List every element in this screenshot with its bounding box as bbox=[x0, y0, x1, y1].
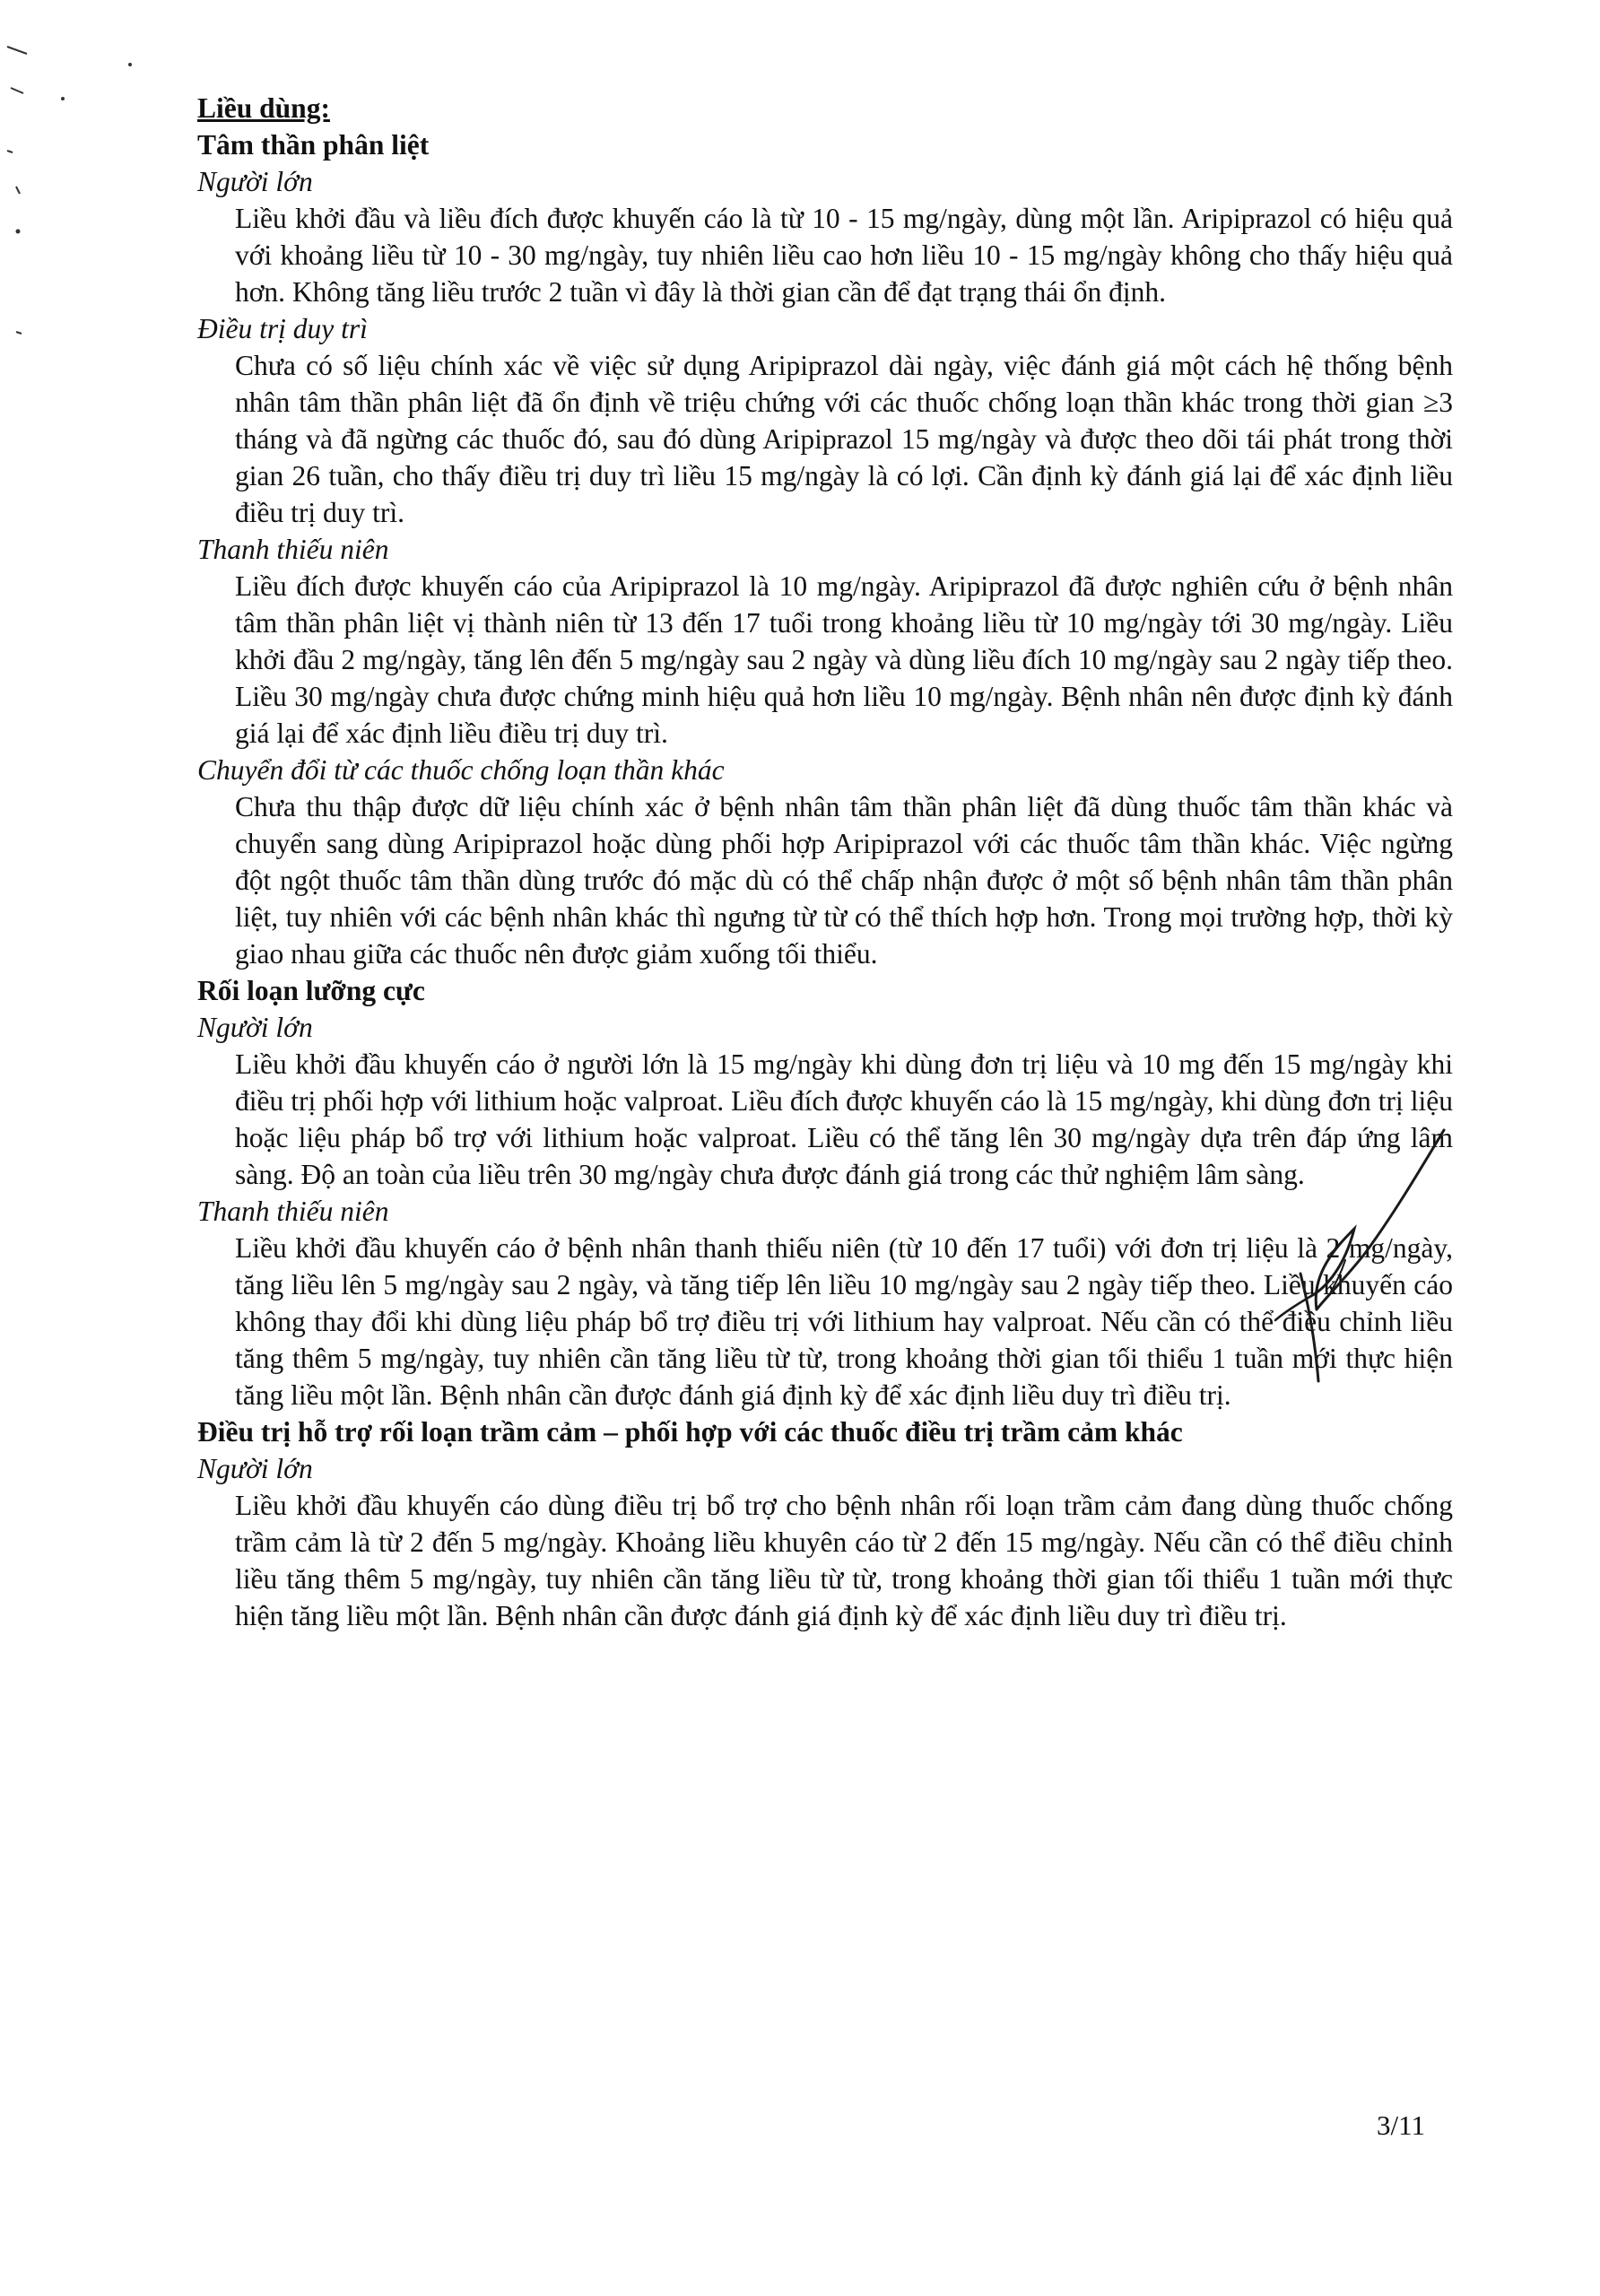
document-content bbox=[197, 90, 1453, 1634]
margin-scan-marks bbox=[0, 0, 179, 377]
paragraph-depression-adults: Liều khởi đầu khuyến cáo dùng điều trị bổ trợ cho bệnh nhân rối loạn trầm cảm đang dùng thuốc chống trầm cảm là từ 2 đến 5 mg/ngày. Khoảng liều khuyên cáo từ 2 đến 15 mg/ngày. Nếu cần có thể điều chỉnh liều tăng thêm 5 mg/ngày, tuy nhiên cần tăng liều từ từ, trong khoảng thời gian tối thiểu 1 tuần mới thực hiện tăng liều một lần. Bệnh nhân cần được đánh giá định kỳ để xác định liều duy trì điều trị. bbox=[235, 1490, 1453, 1631]
paragraph-switching: Chưa thu thập được dữ liệu chính xác ở bệnh nhân tâm thần phân liệt đã dùng thuốc tâm thần khác và chuyển sang dùng Aripiprazol hoặc dùng phối hợp Aripiprazol với các thuốc tâm thần khác. Việc ngừng đột ngột thuốc tâm thần dùng trước đó mặc dù có thể chấp nhận được ở một số bệnh nhân tâm thần phân liệt, tuy nhiên với các bệnh nhân khác thì ngưng từ từ có thể thích hợp hơn. Trong mọi trường hợp, thời kỳ giao nhau giữa các thuốc nên được giảm xuống tối thiểu. bbox=[235, 791, 1453, 970]
paragraph-bipolar-adults: Liều khởi đầu khuyến cáo ở người lớn là 15 mg/ngày khi dùng đơn trị liệu và 10 mg đến 15 mg/ngày khi điều trị phối hợp với lithium hoặc valproat. Liều đích được khuyến cáo là 15 mg/ngày, khi dùng đơn trị liệu hoặc liệu pháp bổ trợ với lithium hoặc valproat. Liều có thể tăng lên 30 mg/ngày dựa trên đáp ứng lâm sàng. Độ an toàn của liều trên 30 mg/ngày chưa được đánh giá trong các thử nghiệm lâm sàng. bbox=[235, 1048, 1453, 1190]
page-number: 3/11 bbox=[1377, 2109, 1425, 2141]
subheading-bipolar-adults: Người lớn bbox=[197, 1012, 313, 1043]
handwritten-signature bbox=[1211, 1121, 1480, 1390]
section-heading-bipolar: Rối loạn lưỡng cực bbox=[197, 975, 425, 1006]
document-title: Liều dùng: bbox=[197, 92, 330, 124]
paragraph-schizophrenia-adults: Liều khởi đầu và liều đích được khuyến cáo là từ 10 - 15 mg/ngày, dùng một lần. Aripiprazol có hiệu quả với khoảng liều từ 10 - 30 mg/ngày, tuy nhiên liều cao hơn liều 10 - 15 mg/ngày không cho thấy hiệu quả hơn. Không tăng liều trước 2 tuần vì đây là thời gian cần để đạt trạng thái ổn định. bbox=[235, 203, 1453, 308]
paragraph-bipolar-adolescents: Liều khởi đầu khuyến cáo ở bệnh nhân thanh thiếu niên (từ 10 đến 17 tuổi) với đơn trị liệu là 2 mg/ngày, tăng liều lên 5 mg/ngày sau 2 ngày, và tăng tiếp lên liều 10 mg/ngày sau 2 ngày tiếp theo. Liều khuyến cáo không thay đổi khi dùng liệu pháp bổ trợ điều trị với lithium hay valproat. Nếu cần có thể điều chỉnh liều tăng thêm 5 mg/ngày, tuy nhiên cần tăng liều từ từ, trong khoảng thời gian tối thiểu 1 tuần mới thực hiện tăng liều một lần. Bệnh nhân cần được đánh giá định kỳ để xác định liều duy trì điều trị. bbox=[235, 1232, 1453, 1411]
subheading-depression-adults: Người lớn bbox=[197, 1453, 313, 1484]
section-heading-schizophrenia: Tâm thần phân liệt bbox=[197, 129, 430, 161]
subheading-bipolar-adolescents: Thanh thiếu niên bbox=[197, 1196, 389, 1227]
subheading-switching: Chuyển đổi từ các thuốc chống loạn thần khác bbox=[197, 754, 725, 786]
subheading-adults: Người lớn bbox=[197, 166, 313, 197]
section-heading-depression: Điều trị hỗ trợ rối loạn trầm cảm – phối hợp với các thuốc điều trị trầm cảm khác bbox=[197, 1416, 1183, 1448]
paragraph-schizophrenia-adolescents: Liều đích được khuyến cáo của Aripiprazol là 10 mg/ngày. Aripiprazol đã được nghiên cứu ở bệnh nhân tâm thần phân liệt vị thành niên từ 13 đến 17 tuổi trong khoảng liều từ 10 mg/ngày tới 30 mg/ngày. Liều khởi đầu 2 mg/ngày, tăng lên đến 5 mg/ngày sau 2 ngày và dùng liều đích 10 mg/ngày sau 2 ngày tiếp theo. Liều 30 mg/ngày chưa được chứng minh hiệu quả hơn liều 10 mg/ngày. Bệnh nhân nên được định kỳ đánh giá lại để xác định liều điều trị duy trì. bbox=[235, 570, 1453, 749]
subheading-maintenance: Điều trị duy trì bbox=[197, 313, 368, 344]
subheading-adolescents: Thanh thiếu niên bbox=[197, 534, 389, 565]
paragraph-maintenance: Chưa có số liệu chính xác về việc sử dụng Aripiprazol dài ngày, việc đánh giá một cách hệ thống bệnh nhân tâm thần phân liệt đã ổn định về triệu chứng với các thuốc chống loạn thần khác trong thời gian ≥3 tháng và đã ngừng các thuốc đó, sau đó dùng Aripiprazol 15 mg/ngày và được theo dõi tái phát trong thời gian 26 tuần, cho thấy điều trị duy trì liều 15 mg/ngày là có lợi. Cần định kỳ đánh giá lại để xác định liều điều trị duy trì. bbox=[235, 350, 1453, 528]
